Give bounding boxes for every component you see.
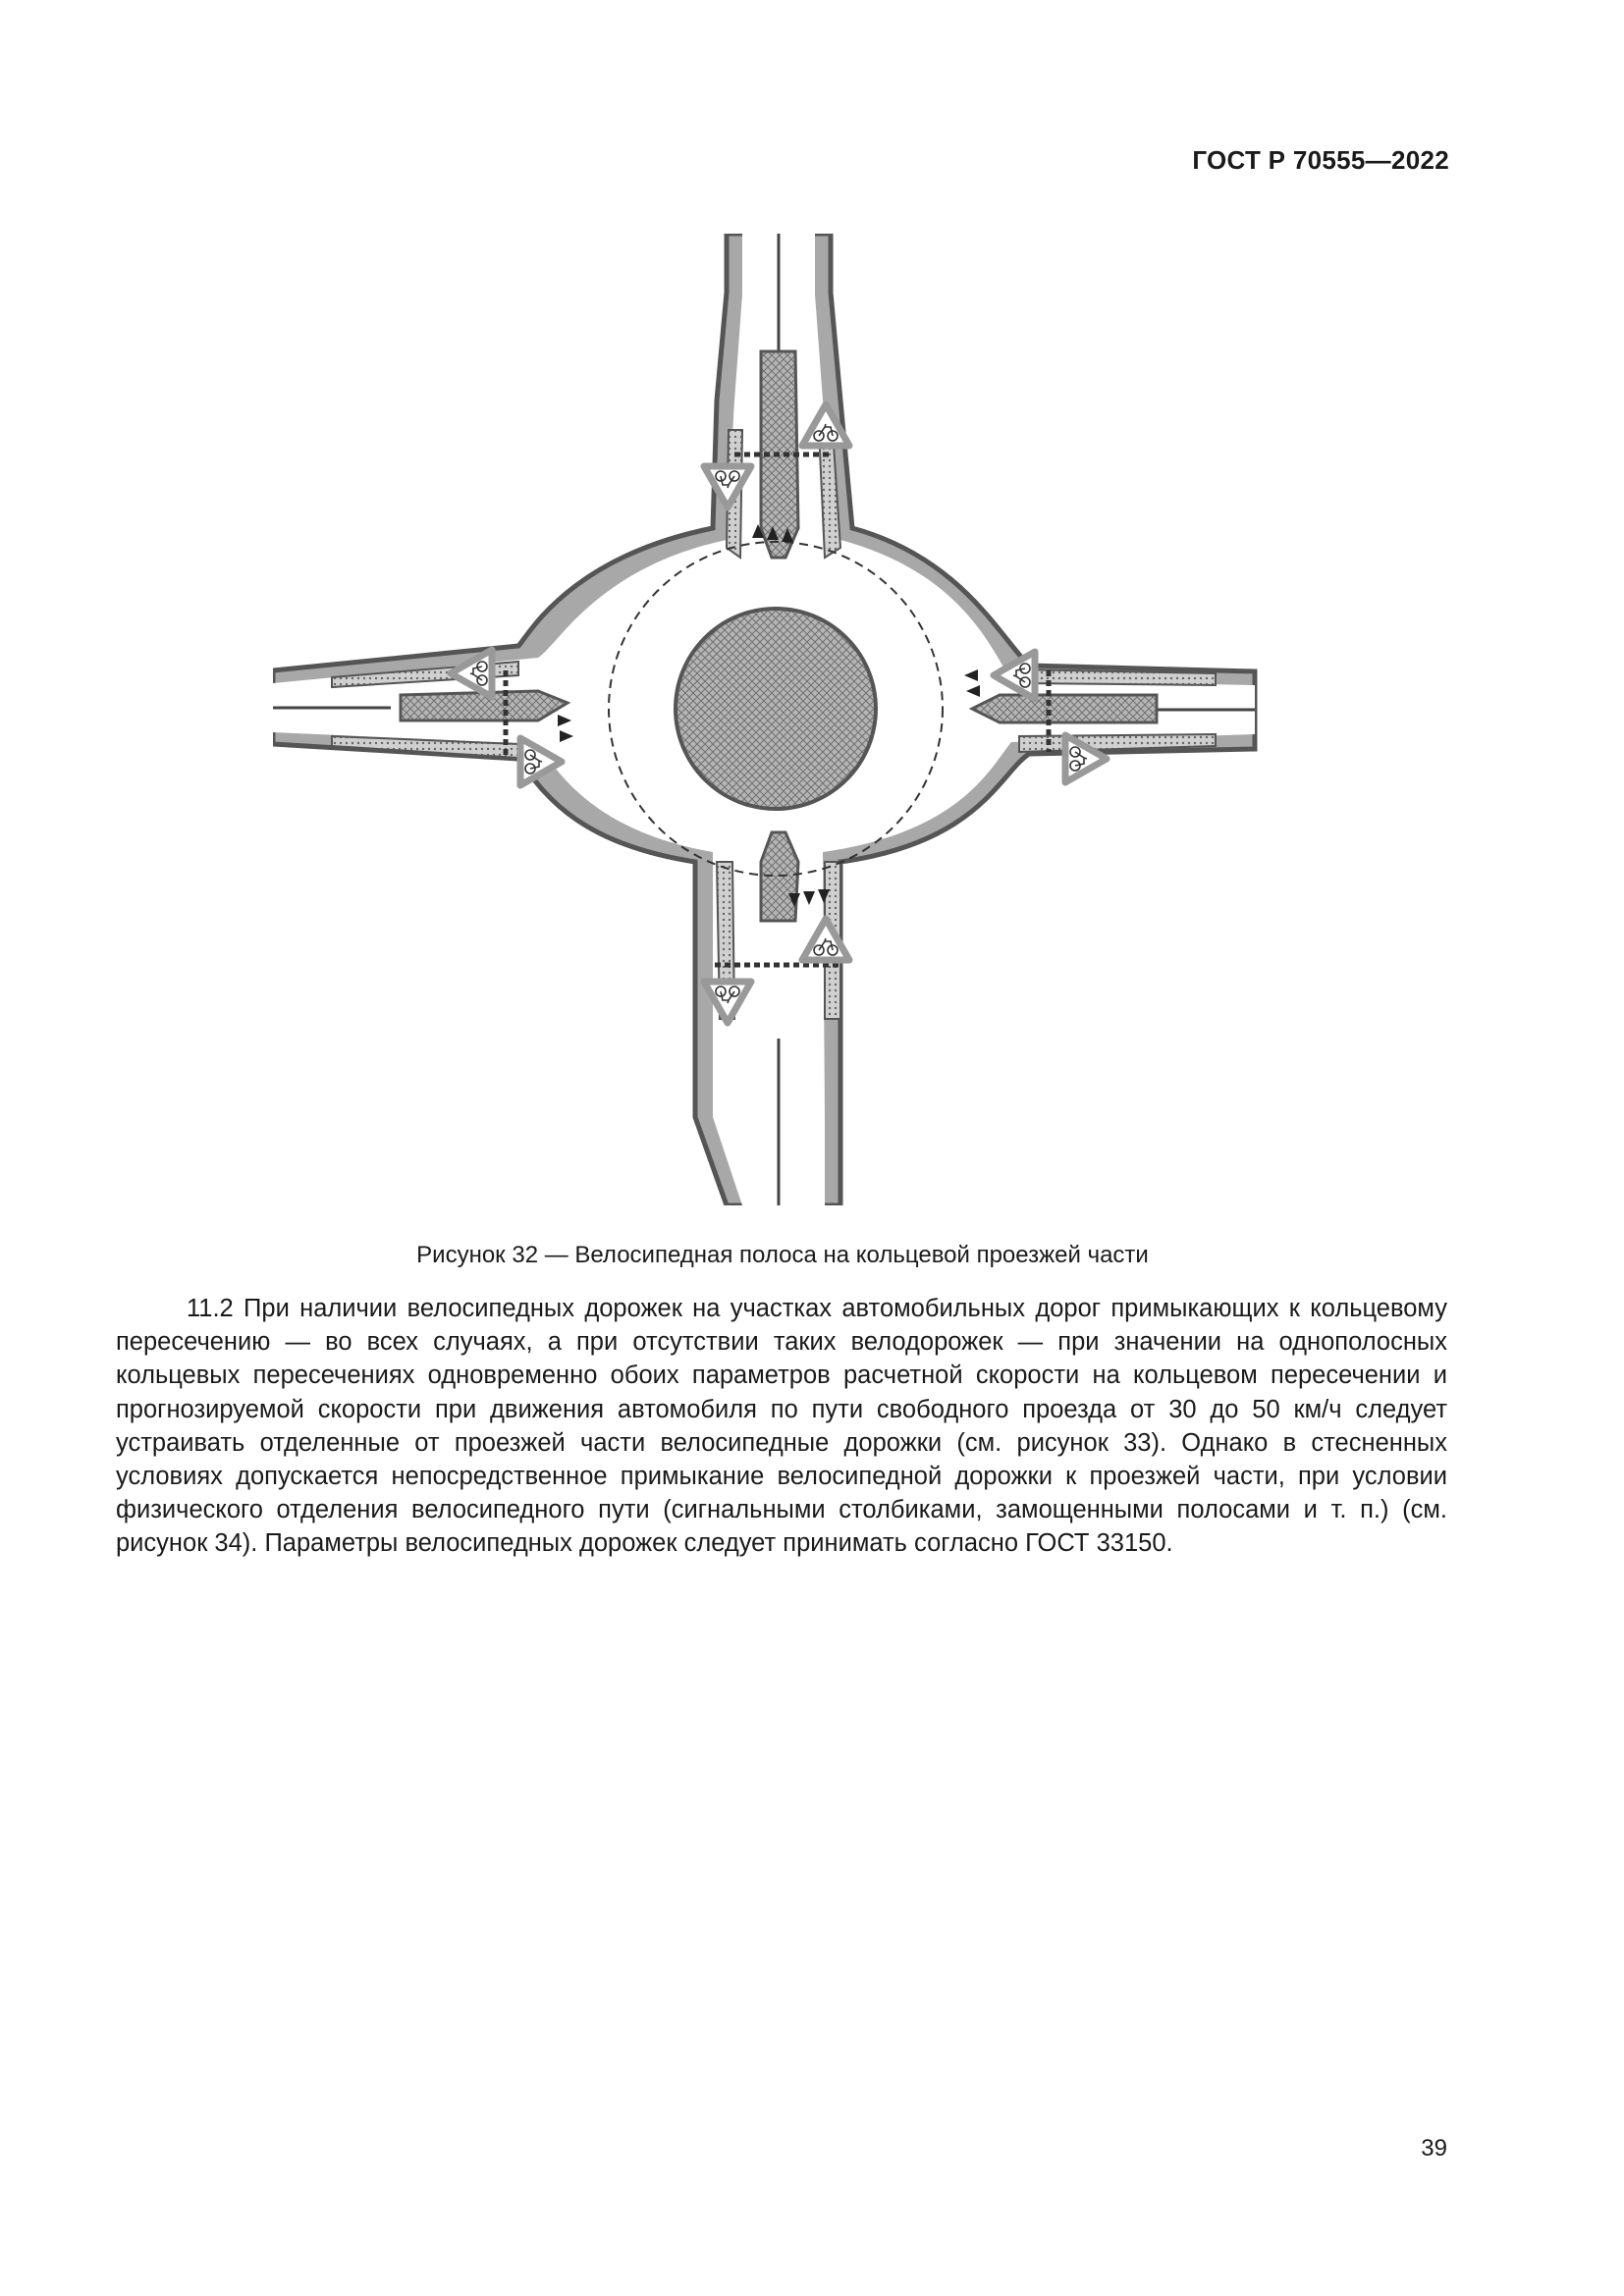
- page-number: 39: [1421, 2135, 1447, 2162]
- roundabout-diagram: [273, 234, 1294, 1205]
- body-paragraph: 11.2 При наличии велосипедных дорожек на участках автомобильных дорог примыкающих к кольцевому пересечению — во всех случаях, а при отсутствии таких велодорожек — при значении на однополосных кольцевых пересечениях одновременно обоих параметров расчетной скорости на кольцевом пересечении и прогнозируемой скорости при движения автомобиля по пути свободного проезда от 30 до 50 км/ч следует устраивать отделенные от проезжей части велосипедные дорожки (см. рисунок 33). Однако в стесненных условиях допускается непосредственное примыкание велосипедной дорожки к проезжей части, при условии физического отделения велосипедного пути (сигнальными столбиками, замощенными полосами и т. п.) (см. рисунок 34). Параметры велосипедных дорожек следует принимать согласно ГОСТ 33150.: [116, 1295, 1447, 1558]
- document-header: ГОСТ Р 70555—2022: [1192, 145, 1449, 175]
- figure-caption: Рисунок 32 — Велосипедная полоса на кольцевой проезжей части: [416, 1242, 1149, 1268]
- central-island: [676, 609, 876, 809]
